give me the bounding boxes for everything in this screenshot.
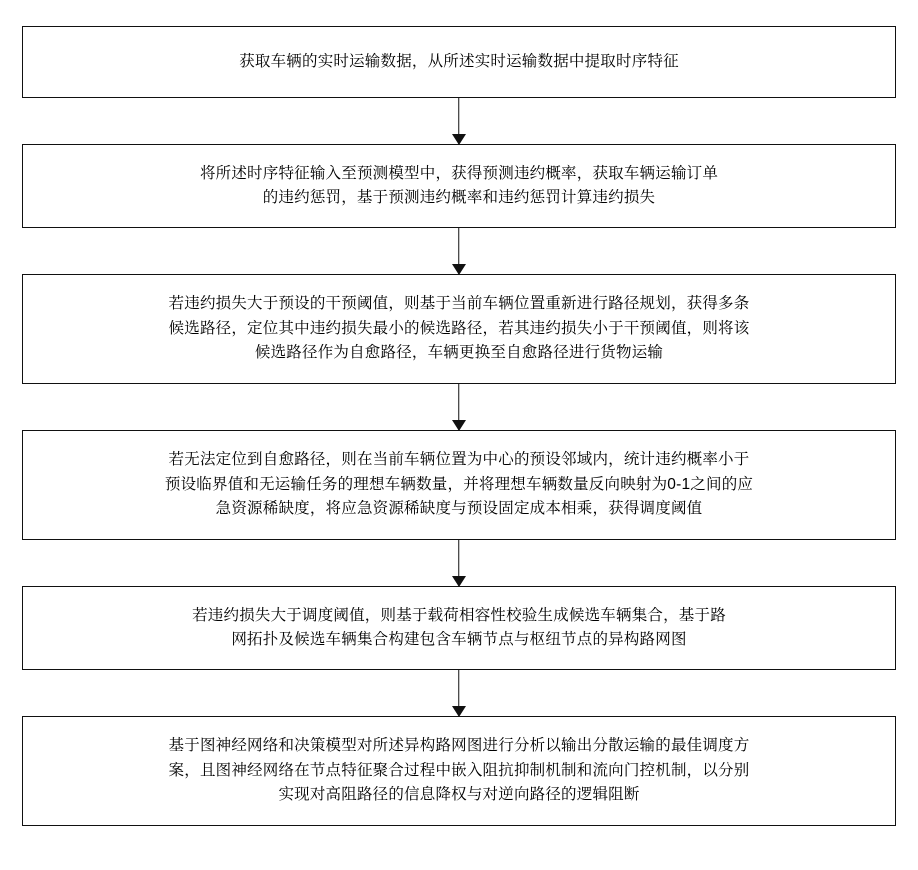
flow-arrow-4-head — [452, 576, 466, 587]
flow-arrow-2-head — [452, 264, 466, 275]
flow-node-step-1 — [22, 26, 896, 98]
flow-node-step-2-label: 将所述时序特征输入至预测模型中，获得预测违约概率，获取车辆运输订单 的违约惩罚，基于预测违约概率和违约惩罚计算违约损失 — [199, 164, 719, 206]
flow-node-step-1-label: 获取车辆的实时运输数据，从所述实时运输数据中提取时序特征 — [239, 52, 679, 70]
flow-arrow-3 — [22, 384, 896, 430]
flow-arrow-1 — [22, 98, 896, 144]
flow-node-step-3-label: 若违约损失大于预设的干预阈值，则基于当前车辆位置重新进行路径规划，获得多条 候选路径，定位其中违约损失最小的候选路径，若其违约损失小于干预阈值，则将该 候选路径作为自愈路径，车辆更换至自愈路径进行货物运输 — [168, 295, 750, 362]
flow-arrow-3-head — [452, 420, 466, 431]
flow-arrow-2 — [22, 228, 896, 274]
flow-node-step-6 — [22, 716, 896, 826]
flow-arrow-5-head — [452, 706, 466, 717]
flow-node-step-6-label: 基于图神经网络和决策模型对所述异构路网图进行分析以输出分散运输的最佳调度方 案，且图神经网络在节点特征聚合过程中嵌入阻抗抑制机制和流向门控机制，以分别 实现对高阻路径的信息降权与对逆向路径的逻辑阻断 — [168, 737, 750, 804]
flow-node-step-5-label: 若违约损失大于调度阈值，则基于载荷相容性校验生成候选车辆集合，基于路 网拓扑及候选车辆集合构建包含车辆节点与枢纽节点的异构路网图 — [192, 606, 726, 648]
flow-node-step-5 — [22, 586, 896, 670]
flow-node-step-4 — [22, 430, 896, 540]
flow-arrow-1-head — [452, 134, 466, 145]
flow-arrow-5 — [22, 670, 896, 716]
flow-node-step-2 — [22, 144, 896, 228]
flow-arrow-4 — [22, 540, 896, 586]
flow-node-step-3 — [22, 274, 896, 384]
flow-node-step-4-label: 若无法定位到自愈路径，则在当前车辆位置为中心的预设邻域内，统计违约概率小于 预设临界值和无运输任务的理想车辆数量，并将理想车辆数量反向映射为0-1之间的应 急资源稀缺度，将应急资源稀缺度与预设固定成本相乘，获得调度阈值 — [164, 451, 754, 518]
